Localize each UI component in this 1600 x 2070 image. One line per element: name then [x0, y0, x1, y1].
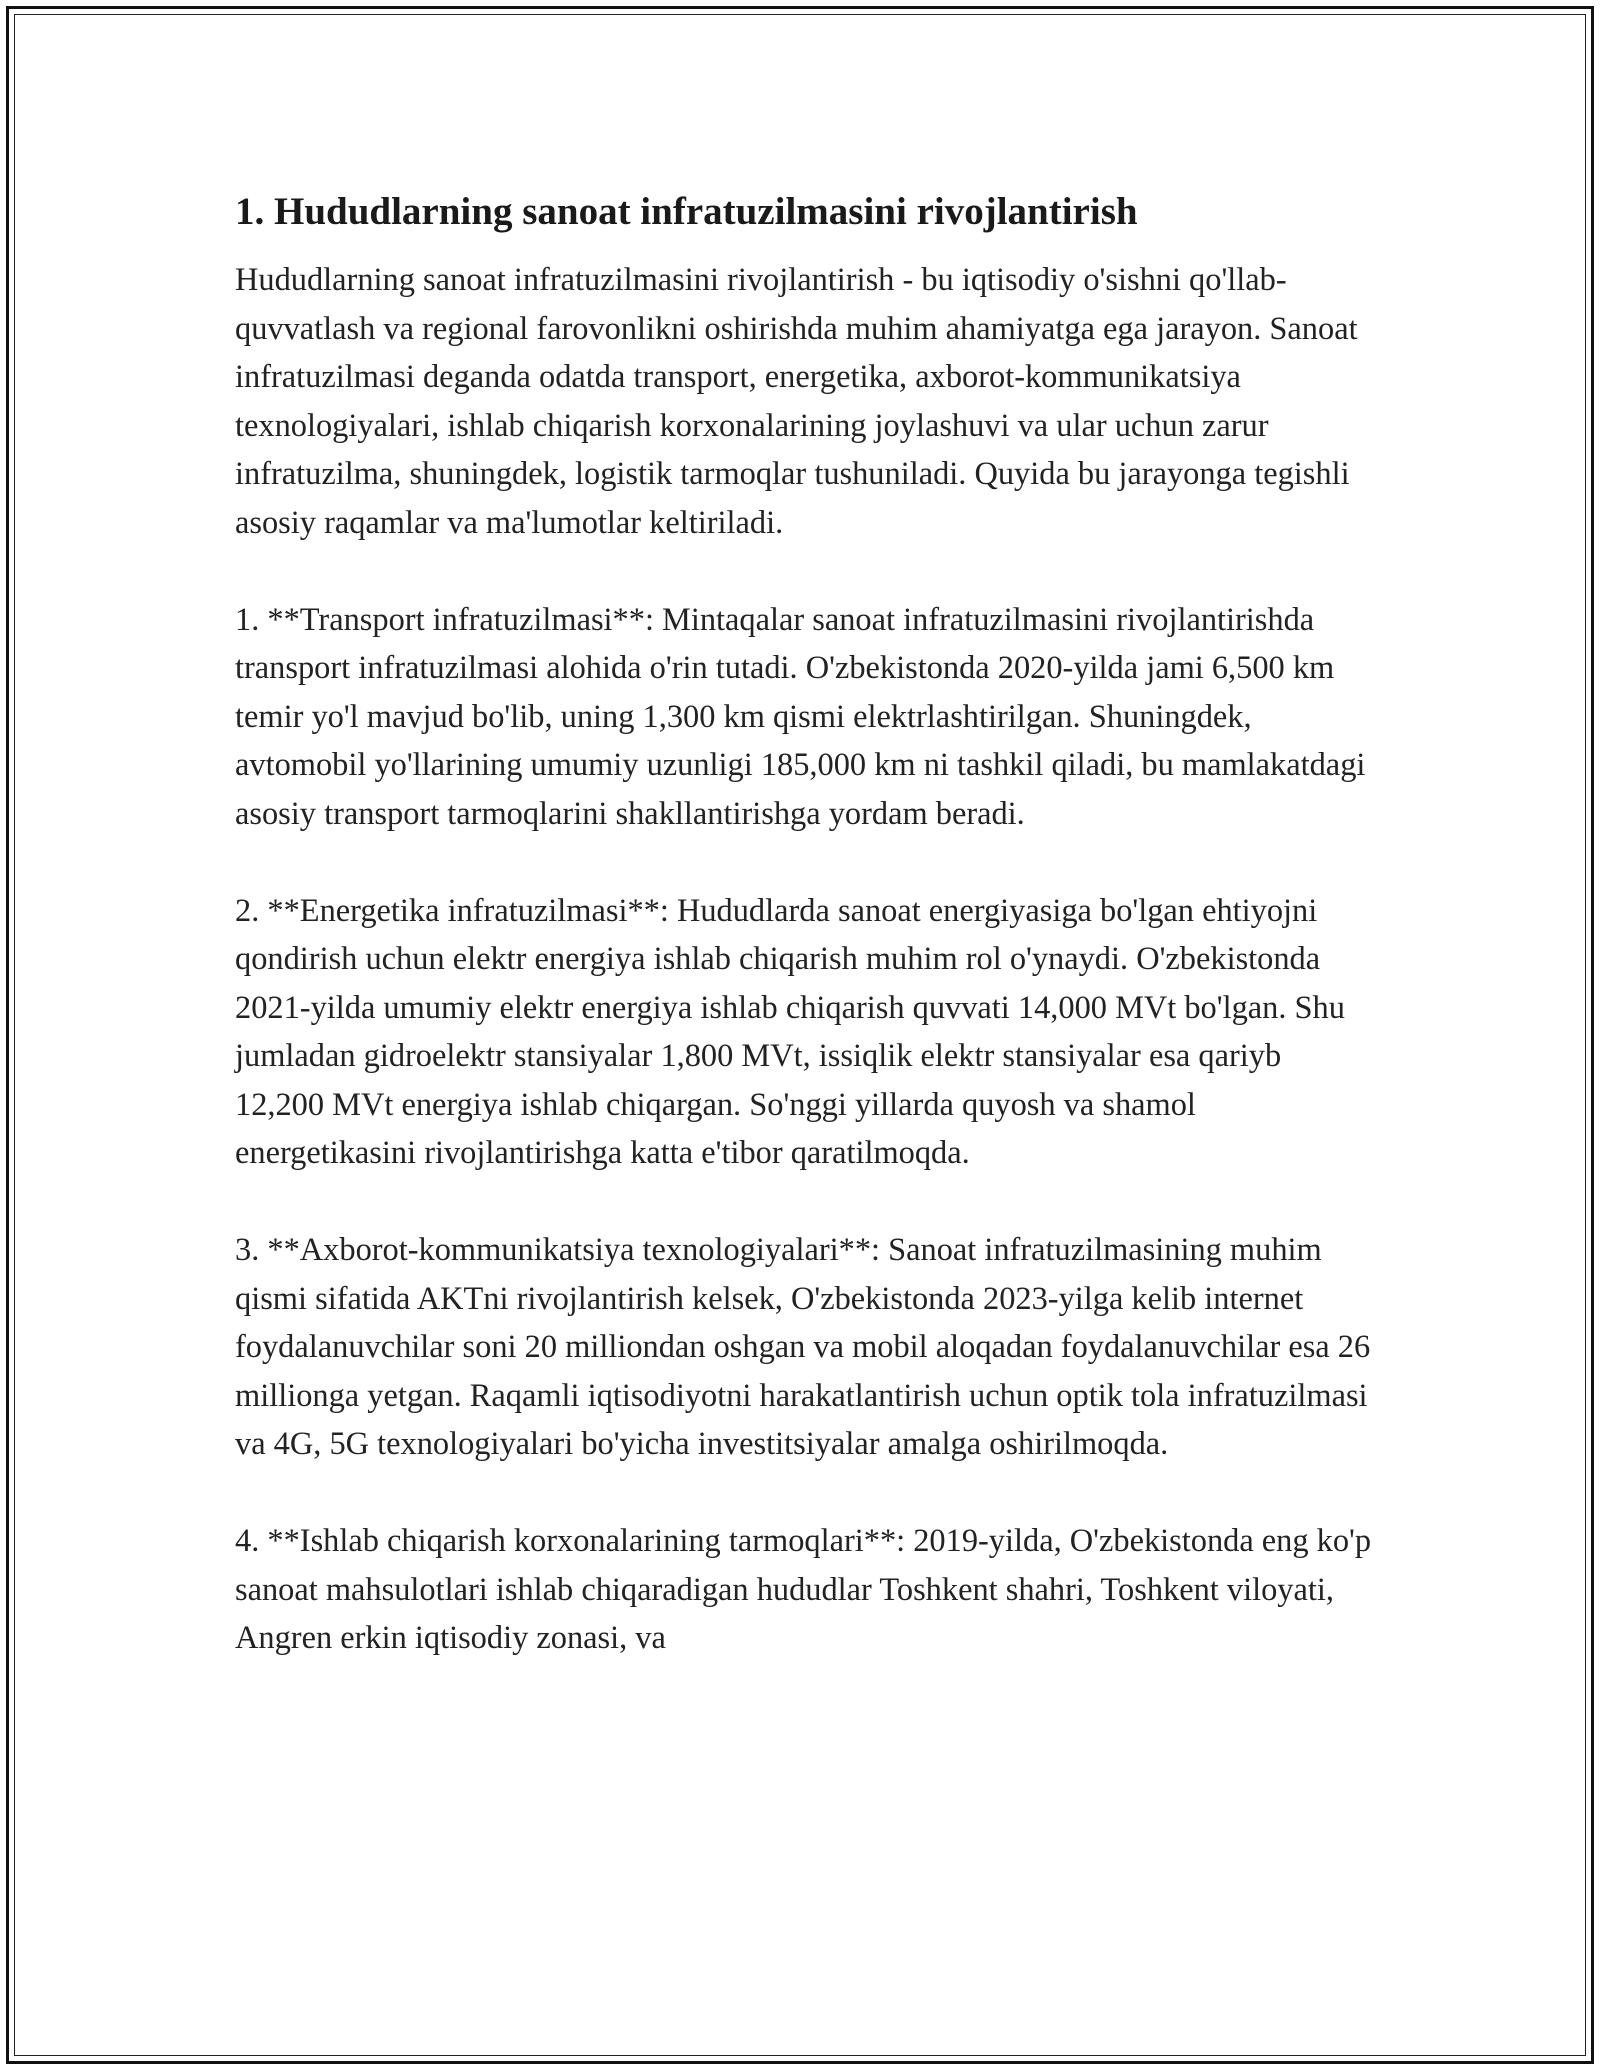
energy-paragraph: 2. **Energetika infratuzilmasi**: Hududlarda sanoat energiyasiga bo'lgan ehtiyojni qondirish uchun elektr energiya ishlab chiqarish muhim rol o'ynaydi. O'zbekistonda 2021-yilda umumiy elektr energiya ishlab chiqarish quvvati 14,000 MVt bo'lgan. Shu jumladan gidroelektr stansiyalar 1,800 MVt, issiqlik elektr stansiyalar esa qariyb 12,200 MVt energiya ishlab chiqargan. So'nggi yillarda quyosh va shamol energetikasini rivojlantirishga katta e'tibor qaratilmoqda.	[235, 892, 1345, 1171]
document-title: 1. Hududlarning sanoat infratuzilmasini rivojlantirish	[235, 190, 1138, 233]
ict-paragraph: 3. **Axborot-kommunikatsiya texnologiyalari**: Sanoat infratuzilmasining muhim qismi sifatida AKTni rivojlantirish kelsek, O'zbekistonda 2023-yilga kelib internet foydalanuvchilar soni 20 milliondan oshgan va mobil aloqadan foydalanuvchilar esa 26 millionga yetgan. Raqamli iqtisodiyotni harakatlantirish uchun optik tola infratuzilmasi va 4G, 5G texnologiyalari bo'yicha investitsiyalar amalga oshirilmoqda.	[235, 1232, 1371, 1462]
transport-paragraph: 1. **Transport infratuzilmasi**: Mintaqalar sanoat infratuzilmasini rivojlantirishda transport infratuzilmasi alohida o'rin tutadi. O'zbekistonda 2020-yilda jami 6,500 km temir yo'l mavjud bo'lib, uning 1,300 km qismi elektrlashtirilgan. Shuningdek, avtomobil yo'llarining umumiy uzunligi 185,000 km ni tashkil qiladi, bu mamlakatdagi asosiy transport tarmoqlarini shakllantirishga yordam beradi.	[235, 601, 1366, 832]
manufacturing-paragraph: 4. **Ishlab chiqarish korxonalarining tarmoqlari**: 2019-yilda, O'zbekistonda eng ko'p sanoat mahsulotlari ishlab chiqaradigan hududlar Toshkent shahri, Toshkent viloyati, Angren erkin iqtisodiy zonasi, va	[235, 1523, 1372, 1656]
intro-paragraph: Hududlarning sanoat infratuzilmasini rivojlantirish - bu iqtisodiy o'sishni qo'llab-quvvatlash va regional farovonlikni oshirishda muhim ahamiyatga ega jarayon. Sanoat infratuzilmasi deganda odatda transport, energetika, axborot-kommunikatsiya texnologiyalari, ishlab chiqarish korxonalarining joylashuvi va ular uchun zarur infratuzilma, shuningdek, logistik tarmoqlar tushuniladi. Quyida bu jarayonga tegishli asosiy raqamlar va ma'lumotlar keltiriladi.	[235, 262, 1358, 541]
document-body	[235, 186, 1375, 1711]
